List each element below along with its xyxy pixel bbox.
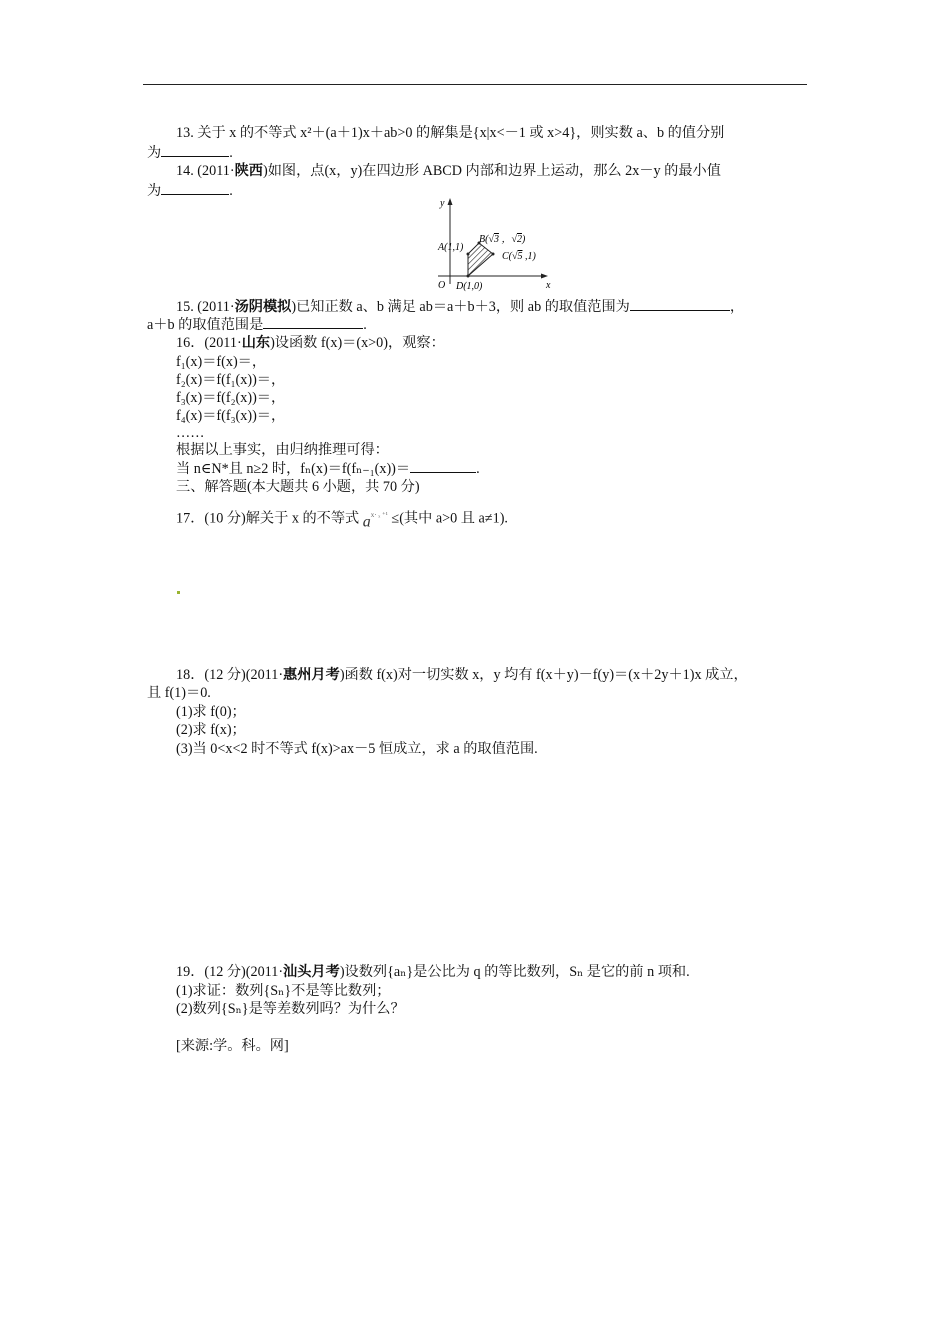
- q16-f3: f₃(x)＝f(f₂(x))＝，: [176, 390, 286, 406]
- q16-last: 当 n∈N*且 n≥2 时，fₙ(x)＝f(fₙ₋₁(x))＝ .: [176, 461, 480, 477]
- x-axis-label: x: [546, 280, 551, 291]
- q14-line1: 14. (2011·陕西)如图，点(x，y)在四边形 ABCD 内部和边界上运动，那么 2x－y 的最小值: [176, 163, 721, 179]
- answer-blank[interactable]: [161, 181, 229, 195]
- point-d-label: D(1,0): [456, 281, 483, 292]
- q14-line2: 为 .: [147, 183, 233, 199]
- q16-conclude: 根据以上事实，由归纳推理可得：: [176, 442, 389, 458]
- point-b-label: B(√3 ，√2): [479, 234, 526, 245]
- q13-line1: 13. 关于 x 的不等式 x²＋(a＋1)x＋ab>0 的解集是{x|x<－1 或 x>4}，则实数 a、b 的值分别: [176, 125, 725, 141]
- q13-line2: 为 .: [147, 145, 233, 161]
- q16-f1: f₁(x)＝f(x)＝，: [176, 354, 267, 370]
- y-axis-label: y: [440, 198, 445, 209]
- q15-line1: 15. (2011·汤阴模拟)已知正数 a、b 满足 ab＝a＋b＋3，则 ab 的取值范围为 ，: [176, 299, 745, 315]
- q16-f4: f₄(x)＝f(f₃(x))＝，: [176, 408, 286, 424]
- answer-blank[interactable]: [630, 297, 730, 311]
- q18-line2: 且 f(1)＝0.: [147, 685, 211, 701]
- point-a-label: A(1,1): [438, 242, 464, 253]
- answer-blank[interactable]: [161, 143, 229, 157]
- q18-part3: (3)当 0<x<2 时不等式 f(x)>ax－5 恒成立，求 a 的取值范围.: [176, 741, 538, 757]
- quadrilateral-figure: [434, 196, 558, 292]
- header-rule: [143, 84, 807, 85]
- q19-line1: 19．(12 分)(2011·汕头月考)设数列{aₙ}是公比为 q 的等比数列，Sₙ 是它的前 n 项和.: [176, 964, 690, 980]
- q17-line: 17．(10 分)解关于 x 的不等式 $a^{x‧ _x ^{+1}}$ ≤(其中 a>0 且 a≠1).: [176, 510, 508, 531]
- q16-dots: ……: [176, 425, 205, 441]
- q18-part1: (1)求 f(0)；: [176, 704, 246, 720]
- q18-line1: 18．(12 分)(2011·惠州月考)函数 f(x)对一切实数 x，y 均有 f(x＋y)－f(y)＝(x＋2y＋1)x 成立，: [176, 667, 748, 683]
- q17-base-a: a: [362, 513, 371, 531]
- q17-exponent-marks: x‧ ₓ ⁺¹: [370, 511, 388, 519]
- q18-part2: (2)求 f(x)；: [176, 722, 246, 738]
- origin-label: O: [438, 280, 446, 291]
- point-c-label: C(√5 ,1): [502, 251, 536, 262]
- q16-f2: f₂(x)＝f(f₁(x))＝，: [176, 372, 286, 388]
- q19-part1: (1)求证：数列{Sₙ}不是等比数列；: [176, 983, 391, 999]
- q19-part2: (2)数列{Sₙ}是等差数列吗？为什么？: [176, 1001, 405, 1017]
- q16-line1: 16．(2011·山东)设函数 f(x)＝(x>0)，观察：: [176, 335, 445, 351]
- source-note: [来源:学。科。网]: [176, 1038, 289, 1054]
- q15-line2: a＋b 的取值范围是 .: [147, 317, 367, 333]
- quadrilateral-abcd: [468, 243, 493, 276]
- answer-blank[interactable]: [263, 315, 363, 329]
- section-3-heading: 三、解答题(本大题共 6 小题，共 70 分): [176, 479, 420, 495]
- stray-dot: [177, 591, 180, 594]
- answer-blank[interactable]: [410, 459, 476, 473]
